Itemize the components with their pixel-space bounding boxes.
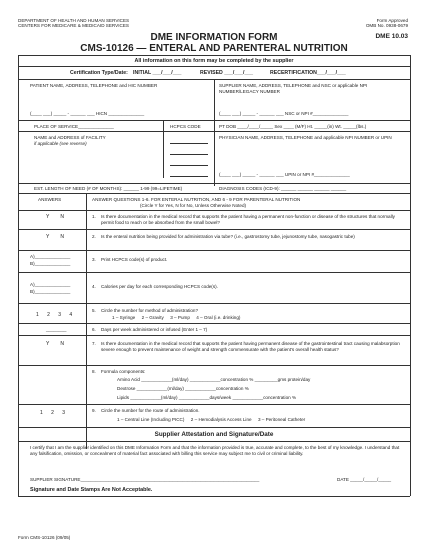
diagnosis-codes[interactable]: DIAGNOSIS CODES (ICD-9): ______ ______ ______ ______ <box>219 186 347 191</box>
patient-phone-hicn[interactable]: (____ ___) _____ - ______ ___ HICN ______________ <box>30 111 145 116</box>
q3-num: 3. <box>92 257 96 262</box>
cert-type-label: Certification Type/Date: <box>70 70 128 76</box>
dept-name: DEPARTMENT OF HEALTH AND HUMAN SERVICES <box>18 18 130 23</box>
physician-phone-upin[interactable]: (____ ___) _____ - ______ ___ UPIN or NPI #______________ <box>219 172 350 177</box>
form-approved: Form Approved <box>376 18 408 23</box>
stamp-note: Signature and Date Stamps Are Not Acceptable. <box>30 487 153 493</box>
q1-answer[interactable]: Y N <box>46 214 64 220</box>
q7-text: Is there documentation in the medical record that supports the patient having permanent disease of the gastrointestinal tract causing malabsorption severe enough to prevent maintenance of weight and strength commensurate with the patient's overall health status? <box>101 341 400 352</box>
supplier-signature[interactable]: SUPPLIER SIGNATURE______________________________________________________________________ <box>30 477 260 482</box>
patient-label: PATIENT NAME, ADDRESS, TELEPHONE and HIC NUMBER <box>30 83 158 88</box>
q6-answer[interactable]: ________ <box>46 327 67 332</box>
q9-answer[interactable]: 1 2 3 <box>40 410 66 416</box>
q2-num: 2. <box>92 234 96 239</box>
q3-answer-b[interactable]: B)______________ <box>30 261 71 266</box>
dme-code: DME 10.03 <box>375 33 408 40</box>
facility-note: if applicable (see reverse) <box>34 141 87 146</box>
attestation-heading: Supplier Attestation and Signature/Date <box>154 431 274 438</box>
attestation-text: I certify that I am the supplier identified on this DME Information Form and that the information provided is true, accurate and complete, to the best of my knowledge. I understand that any falsification, omission, or concealment of material fact associated with billing this service may subject me to civil or criminal liability. <box>30 445 400 456</box>
q4-text: Calories per day for each corresponding HCPCS code(s). <box>101 284 218 289</box>
q4-answer-a[interactable]: A)______________ <box>30 282 71 287</box>
cert-initial[interactable]: INITIAL ___/___/___ <box>133 70 182 76</box>
q4-answer-b[interactable]: B)______________ <box>30 289 71 294</box>
q5-num: 5. <box>92 308 96 313</box>
est-length-of-need[interactable]: EST. LENGTH OF NEED (# OF MONTHS): ______ 1-99 (99=LIFETIME) <box>34 186 183 191</box>
q9-text: Circle the number for the route of administration. <box>101 408 200 413</box>
form-subtitle: CMS-10126 — ENTERAL AND PARENTERAL NUTRITION <box>80 43 348 54</box>
q9-num: 9. <box>92 408 96 413</box>
q6-text: Days per week administered or infused (Enter 1 – 7) <box>101 327 208 332</box>
questions-header-line2: (Circle Y for Yes, N for No, Unless Otherwise Noted) <box>140 203 247 208</box>
q3-text: Print HCPCS code(s) of product. <box>101 257 168 262</box>
q9-options: 1 – Central Line (Including PICC) 2 – Hemodialysis Access Line 3 – Peritoneal Catheter <box>117 417 306 422</box>
q5-text: Circle the number for method of administration? <box>101 308 199 313</box>
omb-number: OMB No. 0938-0679 <box>365 23 408 28</box>
q5-answer[interactable]: 1 2 3 4 <box>36 312 73 318</box>
q8-dextrose[interactable]: Dextrose ____________(ml/day) ____________concentration % <box>117 386 249 391</box>
q2-text: Is the enteral nutrition being provided for administration via tube? (i.e., gastrostomy tube, jejunostomy tube, nasogastric tube) <box>101 234 355 239</box>
q8-amino-acid[interactable]: Amino Acid ____________(ml/day) ____________concentration % _________gms protein/day <box>117 377 311 382</box>
form-id: Form CMS-10126 (09/05) <box>18 535 71 540</box>
q8-text: Formula components: <box>101 369 146 374</box>
hcpcs-code-label: HCPCS CODE <box>170 124 201 129</box>
q6-num: 6. <box>92 327 96 332</box>
q2-answer[interactable]: Y N <box>46 234 64 240</box>
answers-header: ANSWERS <box>38 197 62 202</box>
q5-options: 1 – Syringe 2 – Gravity 3 – Pump 4 – Oral (i.e. drinking) <box>112 315 241 320</box>
centers-name: CENTERS FOR MEDICARE & MEDICAID SERVICES <box>18 23 129 28</box>
cert-recert[interactable]: RECERTIFICATION___/___/___ <box>270 70 346 76</box>
supplier-label: SUPPLIER NAME, ADDRESS, TELEPHONE and NSC or applicable NPI NUMBER/LEGACY NUMBER <box>219 83 368 94</box>
physician-label: PHYSICIAN NAME, ADDRESS, TELEPHONE and applicable NPI NUMBER or UPIN <box>219 135 392 140</box>
q8-num: 8. <box>92 369 96 374</box>
q3-answer-a[interactable]: A)______________ <box>30 254 71 259</box>
cert-revised[interactable]: REVISED ___/___/___ <box>200 70 254 76</box>
supplier-phone-nsc[interactable]: (____ ___) _____ - ______ ___ NSC or NPI #______________ <box>219 111 349 116</box>
questions-header-line1: ANSWER QUESTIONS 1-6. FOR ENTERAL NUTRITION, AND 6 - 9 FOR PARENTERAL NUTRITION <box>92 197 301 202</box>
q4-num: 4. <box>92 284 96 289</box>
signature-date[interactable]: DATE _____/_____/_____ <box>337 477 392 482</box>
section-a-heading: All information on this form may be completed by the supplier <box>134 58 294 64</box>
q7-num: 7. <box>92 341 96 346</box>
q1-num: 1. <box>92 214 96 219</box>
q7-answer[interactable]: Y N <box>46 341 64 347</box>
patient-dob-sex-ht-wt[interactable]: PT DOB ____/____/_____ Sex ____ (M/F) Ht. _____(in) Wt. _____(lbs.) <box>219 124 367 129</box>
facility-label: NAME and ADDRESS of FACILITY <box>34 135 106 140</box>
q1-text: Is there documentation in the medical record that supports the patient having a permanent non-function or disease of the structures that normally permit food to reach or be absorbed from the small bowel? <box>101 214 395 225</box>
q8-lipids[interactable]: Lipids ____________(ml/day) ____________days/week ____________concentration % <box>117 395 297 400</box>
place-of-service[interactable]: PLACE OF SERVICE______________ <box>34 124 114 129</box>
form-title: DME INFORMATION FORM <box>150 32 278 43</box>
